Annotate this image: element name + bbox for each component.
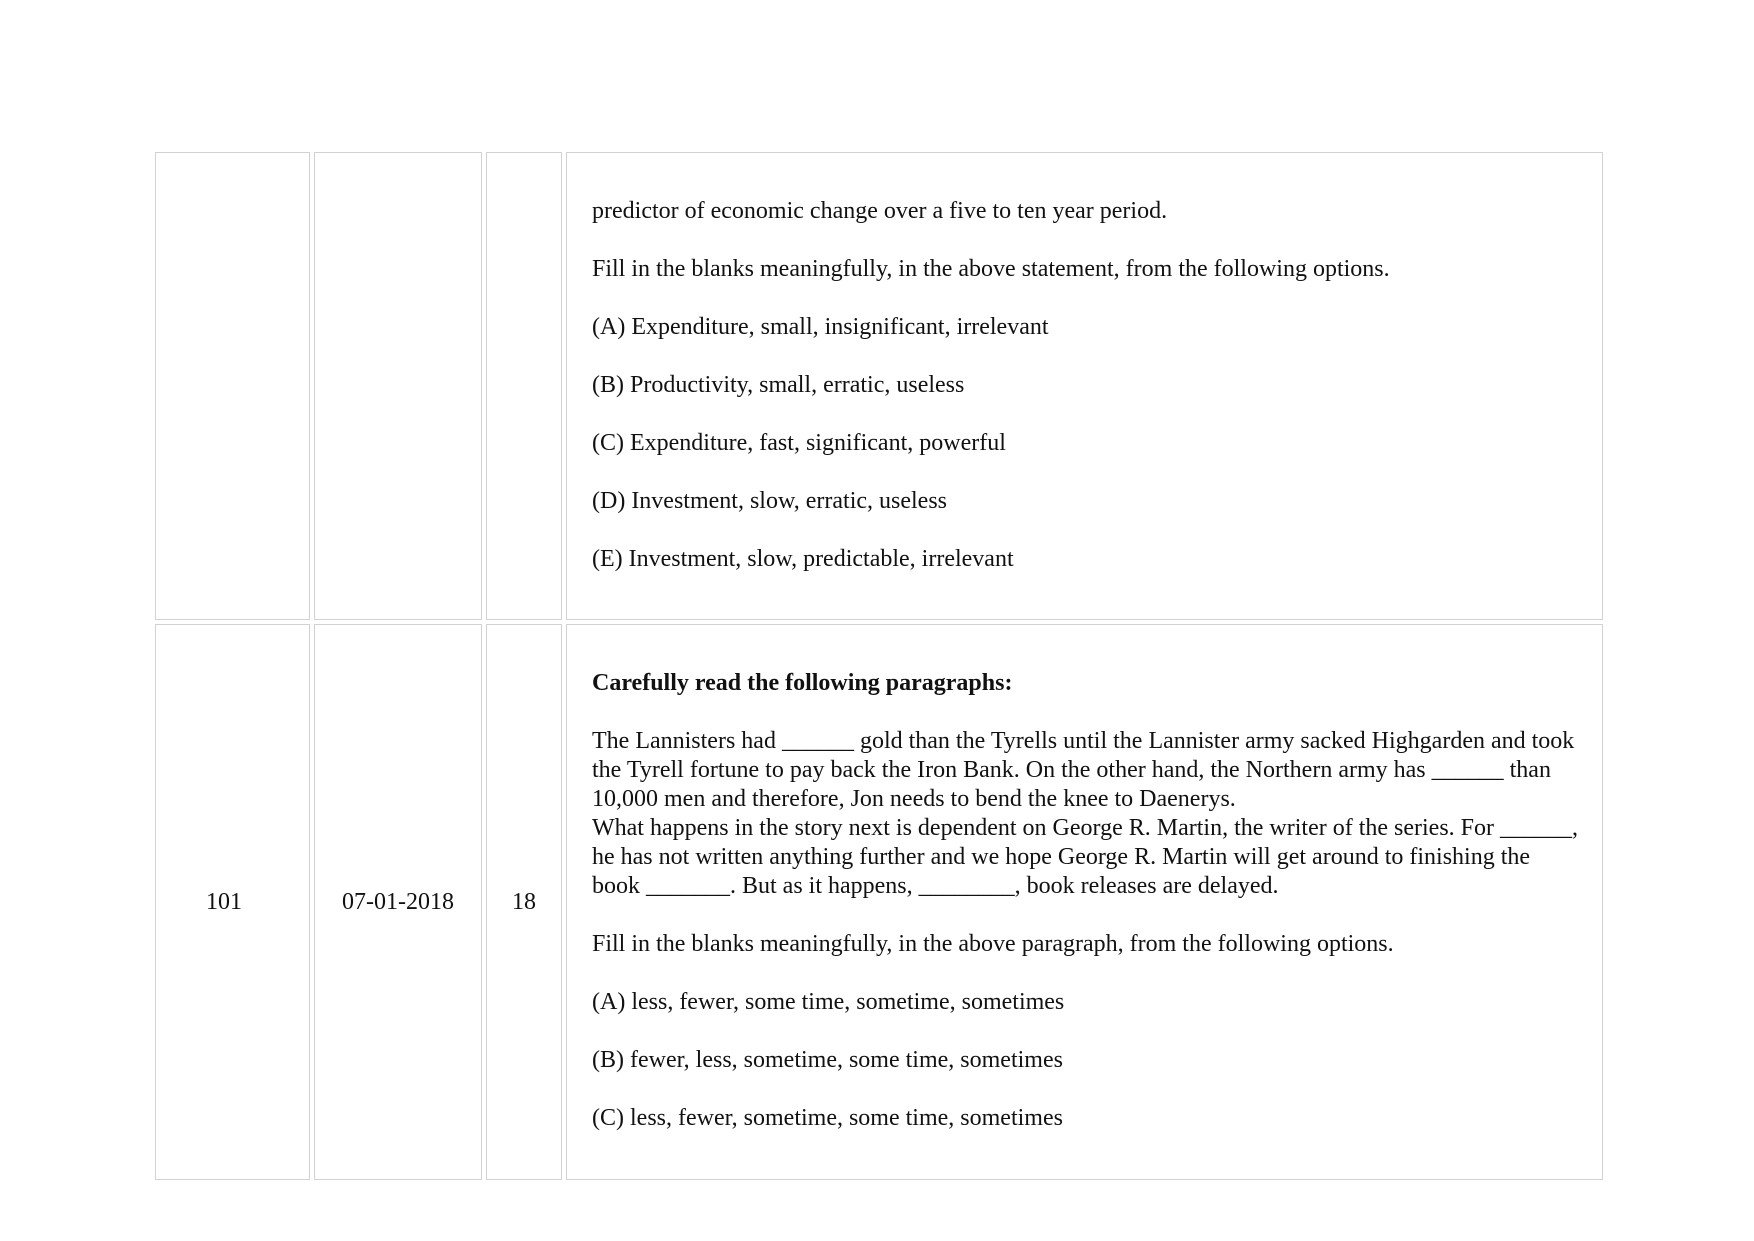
option-b: (B) fewer, less, sometime, some time, sometimes [592,1047,1063,1073]
option-b: (B) Productivity, small, erratic, useless [592,371,965,398]
question-instruction: Fill in the blanks meaningfully, in the above statement, from the following options. [592,255,1390,282]
table-row [155,152,1603,620]
option-c: (C) less, fewer, sometime, some time, sometimes [592,1105,1063,1131]
question-marks-cell: 18 [486,624,562,1180]
question-body-cell [566,152,1603,620]
option-a: (A) less, fewer, some time, sometime, sometimes [592,989,1065,1015]
question-instruction: Fill in the blanks meaningfully, in the above paragraph, from the following options. [592,931,1394,957]
passage-paragraph-2: What happens in the story next is dependent on George R. Martin, the writer of the series. For ______, he has not written anything further and we hope George R. Martin will get around to finishing the book _______. But as it happens, ________, book releases are delayed. [592,815,1579,899]
question-sheet [155,152,1611,1184]
question-text-continued: predictor of economic change over a five to ten year period. [592,197,1168,224]
option-d: (D) Investment, slow, erratic, useless [592,487,948,514]
passage-paragraph-1: The Lannisters had ______ gold than the Tyrells until the Lannister army sacked Highgarden and took the Tyrell fortune to pay back the Iron Bank. On the other hand, the Northern army has ______ than 10,000 men and therefore, Jon needs to bend the knee to Daenerys. [592,728,1575,812]
option-c: (C) Expenditure, fast, significant, powerful [592,429,1006,456]
question-date-cell [314,152,482,620]
question-number-cell [155,152,310,620]
question-passage [592,727,1578,901]
question-date-cell: 07-01-2018 [314,624,482,1180]
question-body-cell [566,624,1603,1180]
question-number-cell: 101 [155,624,310,1180]
table-row [155,624,1603,1180]
option-a: (A) Expenditure, small, insignificant, irrelevant [592,313,1049,340]
question-marks-cell [486,152,562,620]
questions-table [151,148,1607,1184]
question-heading: Carefully read the following paragraphs: [592,670,1013,696]
option-e: (E) Investment, slow, predictable, irrelevant [592,545,1014,572]
